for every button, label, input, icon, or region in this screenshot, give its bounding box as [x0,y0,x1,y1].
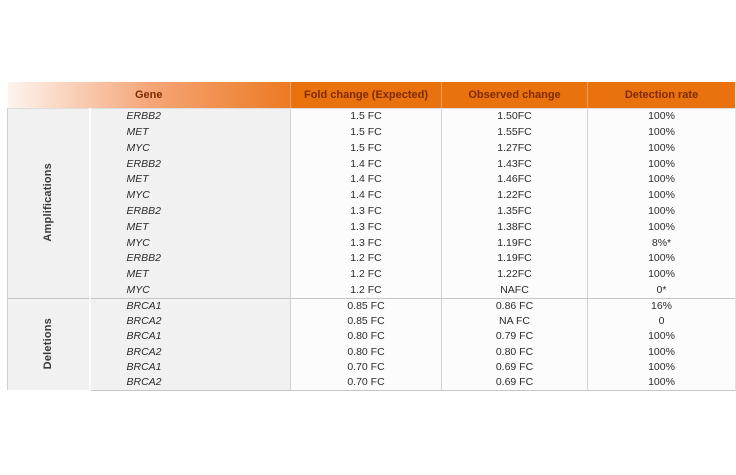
expected-fold-change-cell: 1.3 FC [291,219,442,235]
detection-rate-cell: 100% [588,172,736,188]
table-row [8,203,736,219]
table-row [8,298,736,313]
observed-change-cell: 1.35FC [442,203,588,219]
observed-change-cell: NA FC [442,313,588,328]
observed-change-cell: 0.69 FC [442,360,588,375]
column-header-observed-change: Observed change [442,82,588,109]
expected-fold-change-cell: 1.2 FC [291,282,442,298]
expected-fold-change-cell: 1.4 FC [291,172,442,188]
gene-name-cell: MYC [90,187,291,203]
detection-rate-cell: 100% [588,266,736,282]
gene-name-cell: MET [90,219,291,235]
expected-fold-change-cell: 1.5 FC [291,109,442,125]
gene-name-cell: MYC [90,140,291,156]
observed-change-cell: 1.46FC [442,172,588,188]
table-row [8,156,736,172]
detection-rate-cell: 100% [588,203,736,219]
expected-fold-change-cell: 1.5 FC [291,140,442,156]
table-row [8,187,736,203]
detection-rate-cell: 0* [588,282,736,298]
observed-change-cell: 0.86 FC [442,298,588,313]
observed-change-cell: 0.80 FC [442,344,588,359]
table-row [8,140,736,156]
detection-rate-cell: 100% [588,329,736,344]
expected-fold-change-cell: 1.2 FC [291,251,442,267]
gene-name-cell: ERBB2 [90,156,291,172]
observed-change-cell: 1.38FC [442,219,588,235]
observed-change-cell: 1.55FC [442,124,588,140]
gene-name-cell: BRCA1 [90,360,291,375]
expected-fold-change-cell: 0.80 FC [291,344,442,359]
column-header-detection-rate: Detection rate [588,82,736,109]
column-header-fold-change-expected: Fold change (Expected) [291,82,442,109]
gene-name-cell: MYC [90,282,291,298]
gene-name-cell: MYC [90,235,291,251]
table-row [8,109,736,125]
detection-rate-cell: 100% [588,219,736,235]
expected-fold-change-cell: 0.85 FC [291,298,442,313]
gene-name-cell: ERBB2 [90,251,291,267]
detection-rate-cell: 100% [588,187,736,203]
table-row [8,172,736,188]
section-label-text: Deletions [41,317,54,369]
observed-change-cell: 0.79 FC [442,329,588,344]
expected-fold-change-cell: 1.2 FC [291,266,442,282]
observed-change-cell: 0.69 FC [442,375,588,390]
observed-change-cell: 1.19FC [442,251,588,267]
table-row [8,219,736,235]
observed-change-cell: 1.50FC [442,109,588,125]
detection-rate-cell: 100% [588,375,736,390]
expected-fold-change-cell: 1.3 FC [291,203,442,219]
detection-rate-cell: 16% [588,298,736,313]
gene-name-cell: BRCA2 [90,344,291,359]
expected-fold-change-cell: 0.80 FC [291,329,442,344]
gene-name-cell: BRCA1 [90,329,291,344]
observed-change-cell: 1.22FC [442,187,588,203]
detection-rate-cell: 100% [588,124,736,140]
table-row [8,329,736,344]
detection-rate-cell: 100% [588,360,736,375]
detection-rate-cell: 100% [588,109,736,125]
detection-rate-cell: 100% [588,251,736,267]
section-label-cell-deletions [8,298,90,390]
section-label-cell-amplifications [8,109,90,299]
table-row [8,251,736,267]
table-row [8,282,736,298]
gene-name-cell: MET [90,266,291,282]
table-row [8,266,736,282]
expected-fold-change-cell: 1.4 FC [291,187,442,203]
detection-rate-cell: 100% [588,156,736,172]
table-row [8,360,736,375]
observed-change-cell: NAFC [442,282,588,298]
expected-fold-change-cell: 1.3 FC [291,235,442,251]
table-row [8,344,736,359]
expected-fold-change-cell: 0.70 FC [291,375,442,390]
gene-detection-table [7,82,736,391]
column-header-gene: Gene [8,82,291,109]
observed-change-cell: 1.43FC [442,156,588,172]
gene-name-cell: MET [90,172,291,188]
table-row [8,313,736,328]
table-row [8,235,736,251]
detection-rate-cell: 8%* [588,235,736,251]
section-label-text: Amplifications [41,162,54,242]
detection-rate-cell: 100% [588,140,736,156]
table-row [8,124,736,140]
gene-name-cell: BRCA2 [90,375,291,390]
gene-name-cell: BRCA1 [90,298,291,313]
gene-name-cell: BRCA2 [90,313,291,328]
gene-name-cell: ERBB2 [90,203,291,219]
expected-fold-change-cell: 0.70 FC [291,360,442,375]
observed-change-cell: 1.19FC [442,235,588,251]
gene-name-cell: MET [90,124,291,140]
expected-fold-change-cell: 1.5 FC [291,124,442,140]
table-row [8,375,736,390]
header-row [8,82,736,109]
expected-fold-change-cell: 0.85 FC [291,313,442,328]
gene-name-cell: ERBB2 [90,109,291,125]
table-header [8,82,736,109]
expected-fold-change-cell: 1.4 FC [291,156,442,172]
observed-change-cell: 1.27FC [442,140,588,156]
detection-rate-cell: 100% [588,344,736,359]
table-body [8,109,736,391]
detection-rate-cell: 0 [588,313,736,328]
observed-change-cell: 1.22FC [442,266,588,282]
